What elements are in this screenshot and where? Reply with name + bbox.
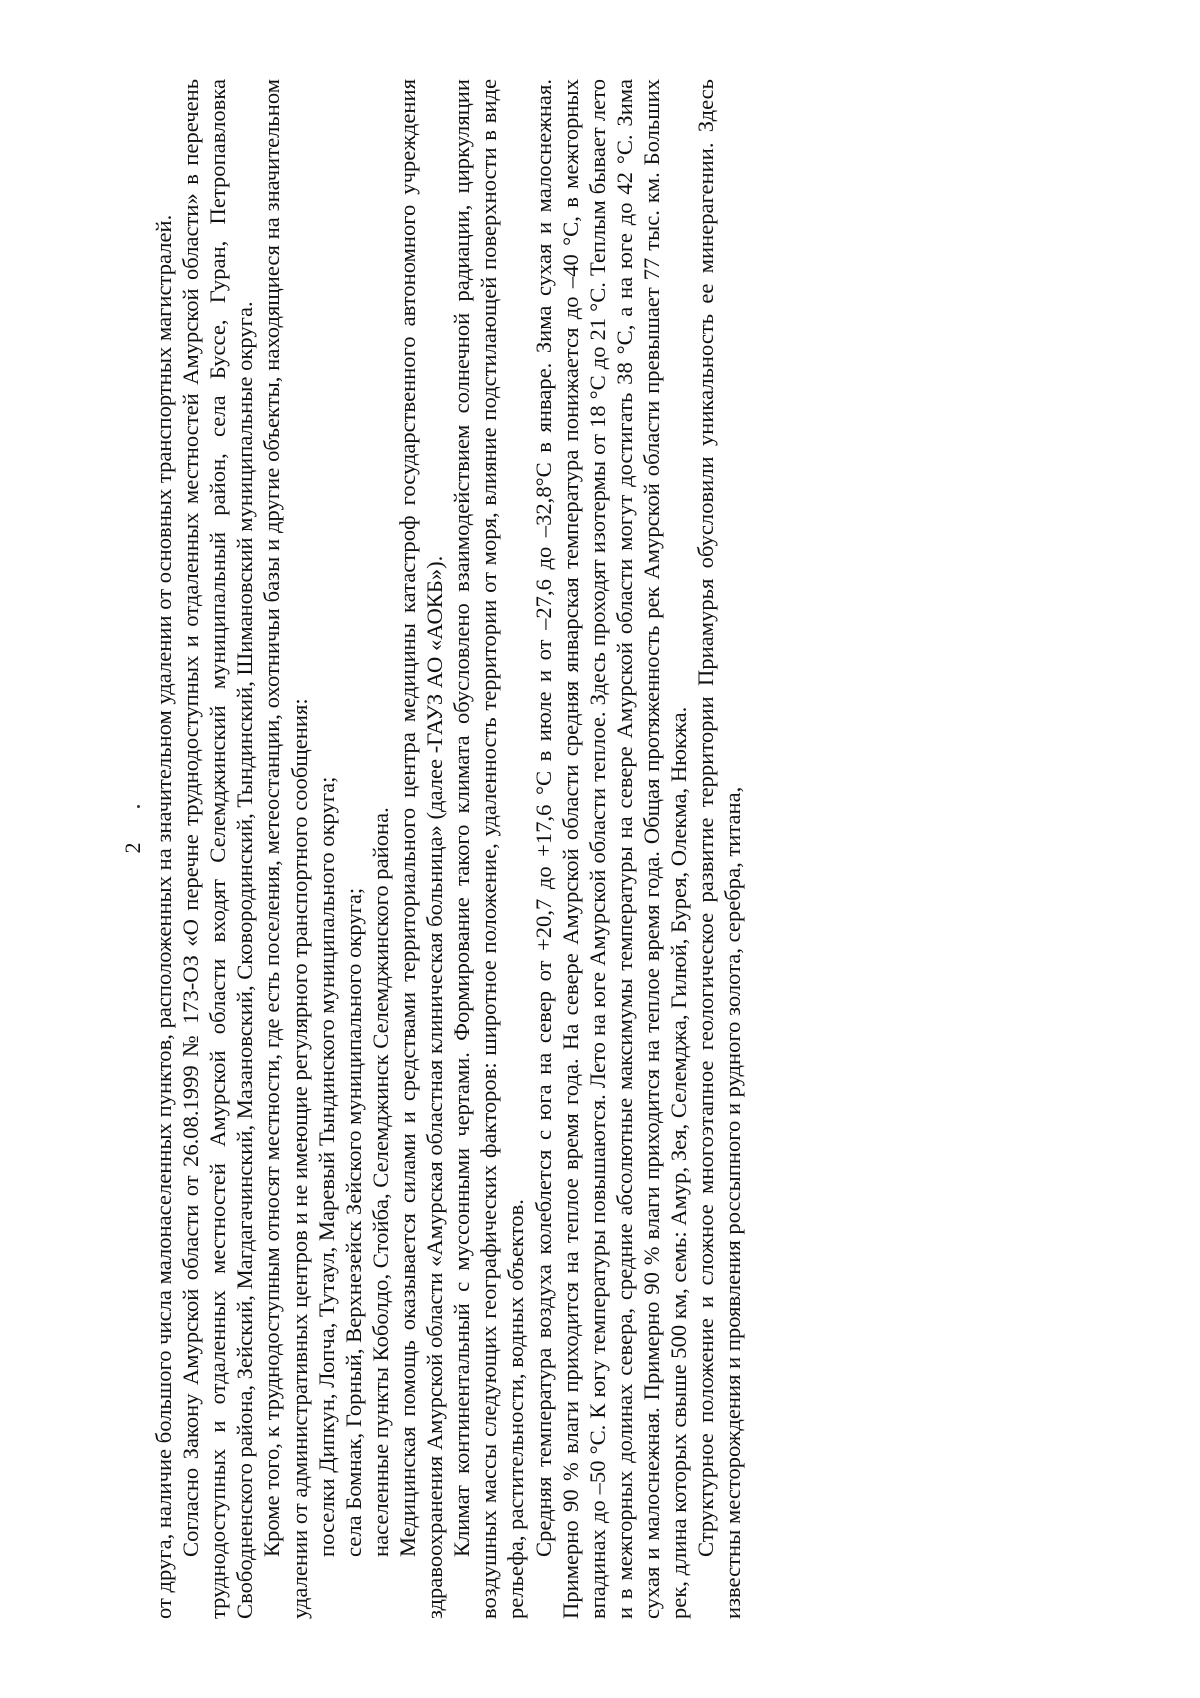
list-item-selemdzha: населенные пункты Коболдо, Стойба, Селемджинск Селемджинского района.: [367, 807, 393, 1557]
list-item-tynda: поселки Дипкун, Лопча, Тутаул, Маревый Тындинского муниципального округа;: [313, 776, 339, 1557]
paragraph-remote-areas: Кроме того, к труднодоступным относят местности, где есть поселения, метеостанции, охотничьи базы и другие объекты, находящиеся на значительном удалении от административных центров и не имеющие регулярного транспортного сообщения:: [259, 79, 312, 1619]
list-item-zeya: села Бомнак, Горный, Верхнезейск Зейского муниципального округа;: [340, 887, 366, 1557]
paragraph-continuation: от друга, наличие большого числа малонаселенных пунктов, расположенных на значительном удалении от основных транспортных магистралей.: [151, 214, 176, 1619]
page-number: 2: [120, 842, 145, 854]
paragraph-medical-help: Медицинская помощь оказывается силами и средствами территориального центра медицины катастроф государственного автономного учреждения здравоохранения Амурской области «Амурская областная клиническая больница» (далее -ГАУЗ АО «АОКБ»).: [394, 79, 448, 1619]
document-body: [150, 79, 1050, 1619]
scan-speck: [137, 805, 140, 808]
paragraph-geology: Структурное положение и сложное многоэтапное геологическое развитие территории Приамурья обусловили уникальность ее минерагении. Здесь известны месторождения и проявления россыпного и рудного золота, серебра, титана,: [693, 79, 746, 1619]
paragraph-temperature: Средняя температура воздуха колеблется с юга на север от +20,7 до +17,6 °С в июле и от –27,6 до –32,8°С в январе. Зима сухая и малоснежная. Примерно 90 % влаги приходится на теплое время года. На севере Амурской области средняя январская температура понижается до –40 °С, в межгорных впадинах до –50 °С. К югу температуры повышаются. Лето на юге Амурской области теплое. Здесь проходят изотермы от 18 °С до 21 °С. Теплым бывает лето и в межгорных долинах севера, средние абсолютные максимумы температуры на севере Амурской области могут достигать 38 °С, а на юге до 42 °С. Зима сухая и малоснежная. Примерно 90 % влаги приходится на теплое время года. Общая протяженность рек Амурской области превышает 77 тыс. км. Больших рек, длина которых свыше 500 км, семь: Амур, Зея, Селемджа, Гилюй, Бурея, Олекма, Нюкжа.: [530, 79, 692, 1619]
paragraph-climate: Климат континентальный с муссонными чертами. Формирование такого климата обусловлено взаимодействием солнечной радиации, циркуляции воздушных массы следующих географических факторов: широтное положение, удаленность территории от моря, влияние подстилающей поверхности в виде рельефа, растительности, водных объектов.: [449, 79, 529, 1619]
paragraph-law-reference: Согласно Закону Амурской области от 26.08.1999 № 173-ОЗ «О перечне труднодоступных и отдаленных местностей Амурской области» в перечень труднодоступных и отдаленных местностей Амурской области входят Селемджинский муниципальный район, села Буссе, Гуран, Петропавловка Свободненского района, Зейский, Магдагачинский, Мазановский, Сковородинский, Тындинский, Шимановский муниципальные округа.: [178, 79, 258, 1619]
